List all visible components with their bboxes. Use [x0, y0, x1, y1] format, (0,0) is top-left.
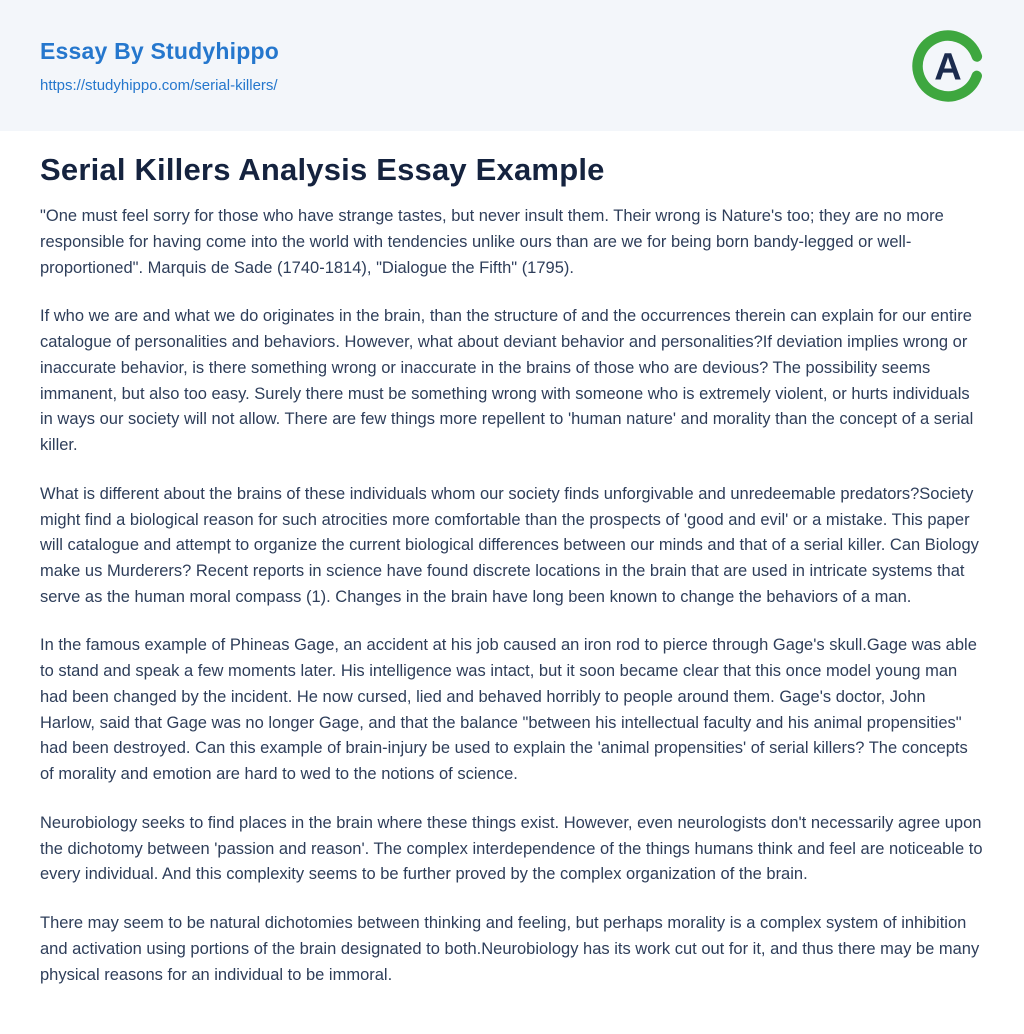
article-paragraph: If who we are and what we do originates in the brain, than the structure of and the occurrences therein can explain for our entire catalogue of personalities and behaviors. However, what about deviant behavior and personalities?If deviation implies wrong or inaccurate behavior, is there something wrong or inaccurate in the brains of those who are devious? The possibility seems immanent, but also too easy. Surely there must be something wrong with someone who is extremely violent, or hurts individuals in ways our society will not allow. There are few things more repellent to 'human nature' and morality than the concept of a serial killer. — [40, 307, 974, 455]
article-title: Serial Killers Analysis Essay Example — [40, 152, 605, 187]
header-text-block — [40, 38, 279, 94]
header — [0, 0, 1024, 131]
article-paragraph: There may seem to be natural dichotomies between thinking and feeling, but perhaps morality is a complex system of inhibition and activation using portions of the brain designated to both.Neurobiology has its work cut out for it, and thus there may be many physical reasons for an individual to be immoral. — [40, 914, 980, 984]
article — [0, 131, 1024, 1034]
article-paragraph: Neurobiology seeks to find places in the brain where these things exist. However, even neurologists don't necessarily agree upon the dichotomy between 'passion and reason'. The complex interdependence of the things humans think and feel are noticeable to every individual. And this complexity seems to be further proved by the complex organization of the brain. — [40, 813, 983, 884]
byline: Essay By Studyhippo — [40, 37, 279, 64]
logo-letter: A — [934, 45, 962, 88]
studyhippo-logo-icon — [910, 28, 986, 104]
source-url-link[interactable]: https://studyhippo.com/serial-killers/ — [40, 76, 278, 94]
article-paragraph: "One must feel sorry for those who have strange tastes, but never insult them. Their wrong is Nature's too; they are no more responsible for having come into the world with tendencies unlike ours than are we for being born bandy-legged or well-proportioned". Marquis de Sade (1740-1814), "Dialogue the Fifth" (1795). — [40, 207, 944, 277]
article-paragraph: What is different about the brains of these individuals whom our society finds unforgivable and unredeemable predators?Society might find a biological reason for such atrocities more comfortable than the prospects of 'good and evil' or a mistake. This paper will catalogue and attempt to organize the current biological differences between our minds and that of a serial killer. Can Biology make us Murderers? Recent reports in science have found discrete locations in the brain that are used in intricate systems that serve as the human moral compass (1). Changes in the brain have long been known to change the behaviors of a man. — [40, 484, 979, 606]
article-paragraph: In the famous example of Phineas Gage, an accident at his job caused an iron rod to pierce through Gage's skull.Gage was able to stand and speak a few moments later. His intelligence was intact, but it soon became clear that this once model young man had been changed by the incident. He now cursed, lied and behaved horribly to people around them. Gage's doctor, John Harlow, said that Gage was no longer Gage, and that the balance "between his intellectual faculty and his animal propensities" had been destroyed. Can this example of brain-injury be used to explain the 'animal propensities' of serial killers? The concepts of morality and emotion are hard to wed to the notions of science. — [40, 636, 977, 784]
